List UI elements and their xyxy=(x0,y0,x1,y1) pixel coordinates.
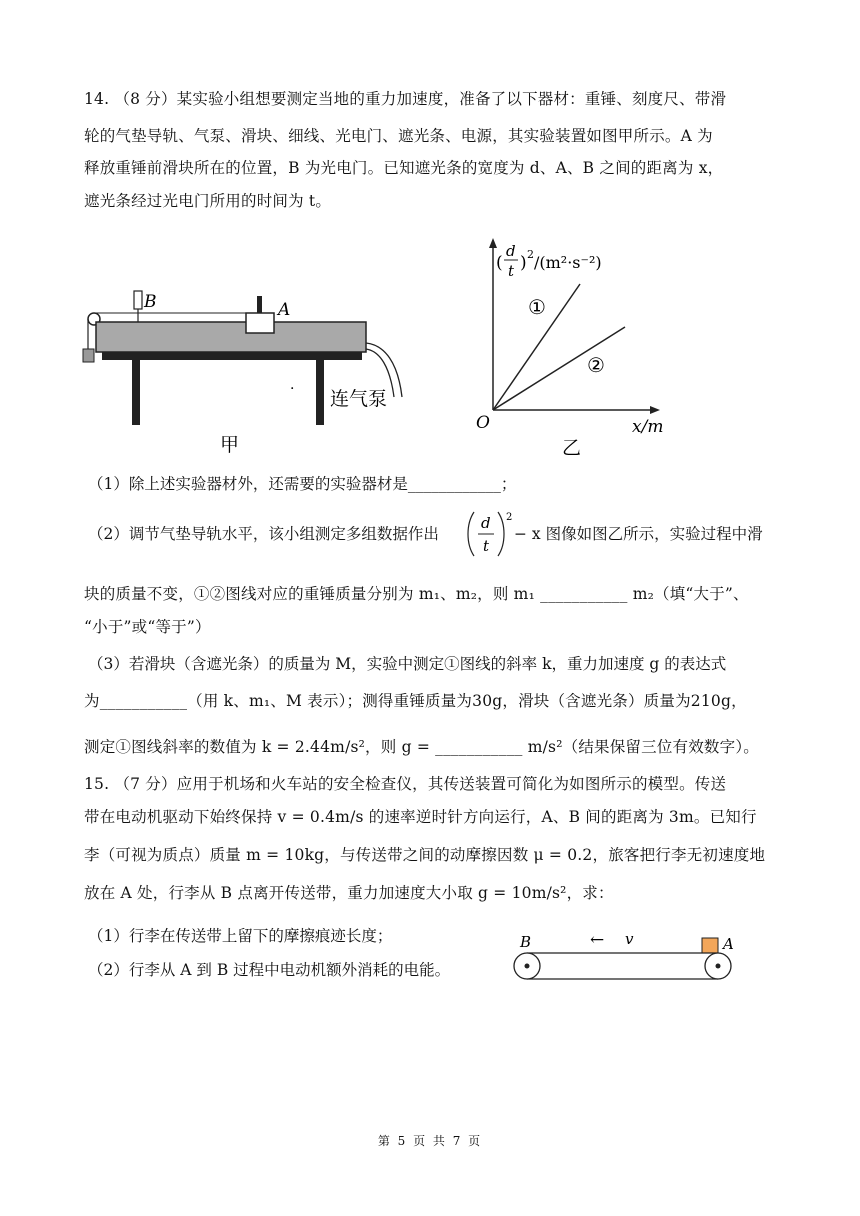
q14-part-2-d: “小于”或“等于”） xyxy=(84,618,211,636)
line-1-label: ① xyxy=(528,295,546,319)
label-b: B xyxy=(144,292,157,312)
figure-conveyor xyxy=(510,930,750,985)
light-shield xyxy=(257,296,262,313)
frac-num: d xyxy=(481,514,491,532)
q15-line-1: 15. （7 分）应用于机场和火车站的安全检查仪，其传送装置可简化为如图所示的模型。传送 xyxy=(84,775,727,793)
air-track xyxy=(96,322,366,352)
caption-jia: 甲 xyxy=(220,434,240,456)
label-a: A xyxy=(278,300,291,320)
q15-line-3: 李（可视为质点）质量 m = 10kg，与传送带之间的动摩擦因数 μ = 0.2，旅客把行李无初速度地 xyxy=(84,846,766,864)
dot-mark: · xyxy=(290,381,295,397)
x-label: x/m xyxy=(632,417,664,437)
velocity-label: v xyxy=(625,930,634,948)
q14-part-1: （1）除上述实验器材外，还需要的实验器材是____________； xyxy=(88,475,517,493)
svg-text:(: ( xyxy=(496,253,503,273)
photogate-b xyxy=(134,291,142,309)
track-base xyxy=(102,352,362,360)
q15-line-2: 带在电动机驱动下始终保持 v = 0.4m/s 的速率逆时针方向运行，A、B 间的距离为 3m。已知行 xyxy=(84,808,757,826)
fraction-d-over-t xyxy=(466,508,516,560)
q14-part-2-b: − x 图像如图乙所示，实验过程中滑 xyxy=(514,525,763,543)
q14-line-3: 释放重锤前滑块所在的位置，B 为光电门。已知遮光条的宽度为 d、A、B 之间的距离为 x， xyxy=(84,159,724,177)
svg-text:2: 2 xyxy=(506,512,513,523)
luggage-box xyxy=(702,938,718,953)
pump-label: 连气泵 xyxy=(330,388,388,410)
slider-a xyxy=(246,313,274,333)
q14-part-3-a: （3）若滑块（含遮光条）的质量为 M，实验中测定①图线的斜率 k，重力加速度 g 的表达式 xyxy=(88,655,727,673)
svg-text:): ) xyxy=(520,253,527,273)
frac-den: t xyxy=(483,537,490,555)
q14-part-2-a: （2）调节气垫导轨水平，该小组测定多组数据作出 xyxy=(88,525,439,543)
q14-part-3-c: 测定①图线斜率的数值为 k = 2.44m/s²，则 g = ___________ m/s²（结果保留三位有效数字）。 xyxy=(84,738,759,756)
table-leg-right xyxy=(316,360,324,425)
conveyor-label-b: B xyxy=(520,933,532,951)
q14-line-4: 遮光条经过光电门所用的时间为 t。 xyxy=(84,192,332,210)
q14-part-3-b: 为___________（用 k、m₁、M 表示）；测得重锤质量为30g，滑块（含遮光条）质量为210g， xyxy=(84,692,747,710)
q15-line-4: 放在 A 处，行李从 B 点离开传送带，重力加速度大小取 g = 10m/s²，求： xyxy=(84,884,614,902)
table-leg-left xyxy=(132,360,140,425)
y-label-num: d xyxy=(506,242,516,260)
figure-jia xyxy=(80,285,420,460)
q14-line-1: 14. （8 分）某实验小组想要测定当地的重力加速度，准备了以下器材：重锤、刻度尺、带滑 xyxy=(84,90,727,108)
graph-line-2 xyxy=(493,327,625,410)
origin-label: O xyxy=(476,413,490,433)
y-label-units: /(m²·s⁻²) xyxy=(534,253,602,272)
q15-part-1: （1）行李在传送带上留下的摩擦痕迹长度； xyxy=(88,927,393,945)
line-2-label: ② xyxy=(587,353,605,377)
svg-text:2: 2 xyxy=(527,248,534,261)
velocity-arrow: ← xyxy=(590,930,605,950)
figure-yi xyxy=(470,232,680,457)
q14-line-2: 轮的气垫导轨、气泵、滑块、细线、光电门、遮光条、电源，其实验装置如图甲所示。A 为 xyxy=(84,127,713,145)
y-axis-arrow xyxy=(489,238,497,248)
conveyor-label-a: A xyxy=(723,935,734,953)
q14-part-2-c: 块的质量不变，①②图线对应的重锤质量分别为 m₁、m₂，则 m₁ ___________ m₂（填“大于”、 xyxy=(84,585,749,603)
q15-part-2: （2）行李从 A 到 B 过程中电动机额外消耗的电能。 xyxy=(88,961,451,979)
y-label-den: t xyxy=(508,262,515,280)
caption-yi: 乙 xyxy=(562,437,582,457)
x-axis-arrow xyxy=(650,406,660,414)
page-footer: 第 5 页 共 7 页 xyxy=(377,1134,483,1148)
hanging-weight xyxy=(83,349,94,362)
